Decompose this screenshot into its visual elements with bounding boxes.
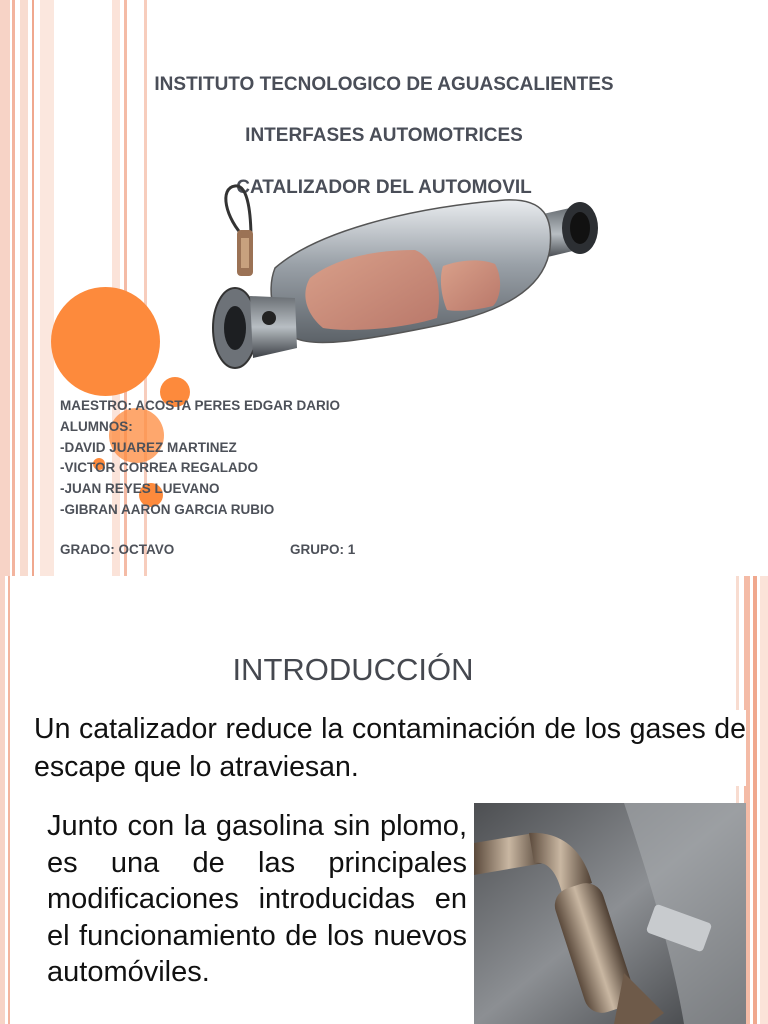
exhaust-system-image: [474, 803, 746, 1024]
teacher-line: MAESTRO: ACOSTA PERES EDGAR DARIO: [60, 398, 341, 413]
topic-title: CATALIZADOR DEL AUTOMOVIL: [236, 177, 532, 198]
grade-line: GRADO: OCTAVO: [60, 542, 175, 557]
subject-title: INTERFASES AUTOMOTRICES: [245, 125, 523, 146]
catalytic-converter-image: [205, 178, 615, 383]
institution-title: INSTITUTO TECNOLOGICO DE AGUASCALIENTES: [154, 74, 614, 95]
student-name: -JUAN REYES LUEVANO: [60, 481, 220, 497]
body-paragraph: Junto con la gasolina sin plomo, es una de las principales modificaciones introducidas en el funcionamiento de los nuevos automóviles.: [47, 810, 467, 988]
student-name: -VICTOR CORREA REGALADO: [60, 460, 259, 476]
decorative-stripe: [760, 576, 768, 1024]
intro-paragraph: Un catalizador reduce la contaminación de los gases de escape que lo atraviesan.: [34, 710, 746, 786]
students-label: ALUMNOS:: [60, 418, 133, 434]
introduction-slide: [0, 576, 768, 1024]
decorative-circle-large: [51, 287, 160, 396]
group-line: GRUPO: 1: [290, 542, 356, 557]
credits-block: [60, 396, 340, 521]
decorative-stripe: [753, 576, 757, 1024]
slide-heading: INTRODUCCIÓN: [232, 652, 474, 687]
student-name: -DAVID JUAREZ MARTINEZ: [60, 439, 237, 455]
student-name: -GIBRAN AARON GARCIA RUBIO: [60, 501, 275, 517]
decorative-stripe: [0, 576, 5, 1024]
decorative-stripe: [8, 576, 10, 1024]
